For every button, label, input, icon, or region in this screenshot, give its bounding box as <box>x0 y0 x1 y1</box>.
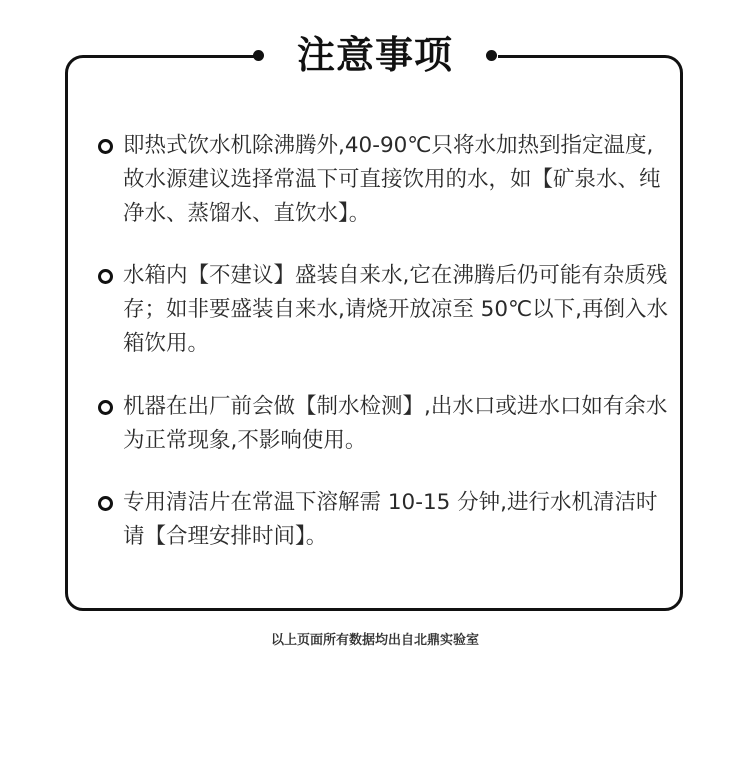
notice-item <box>98 486 668 554</box>
bullet-circle-icon <box>98 400 113 415</box>
page-title: 注意事项 <box>296 33 453 77</box>
notice-item-text: 机器在出厂前会做【制水检测】,出水口或进水口如有余水为正常现象,不影响使用。 <box>123 394 668 453</box>
title-right-dot-icon <box>486 50 497 61</box>
bullet-circle-icon <box>98 496 113 511</box>
notice-item-text: 水箱内【不建议】盛装自来水,它在沸腾后仍可能有杂质残存；如非要盛装自来水,请烧开放凉至 50℃以下,再倒入水箱饮用。 <box>123 263 669 356</box>
title-left-dot-icon <box>253 50 264 61</box>
footer-note: 以上页面所有数据均出自北鼎实验室 <box>270 633 479 648</box>
notice-item <box>98 259 668 361</box>
bullet-circle-icon <box>98 269 113 284</box>
notice-item-text: 专用清洁片在常温下溶解需 10-15 分钟,进行水机清洁时请【合理安排时间】。 <box>123 490 658 549</box>
notice-item-text: 即热式饮水机除沸腾外,40-90℃只将水加热到指定温度,故水源建议选择常温下可直接饮用的水，如【矿泉水、纯净水、蒸馏水、直饮水】。 <box>123 133 661 226</box>
notice-item <box>98 390 668 458</box>
notice-item <box>98 129 668 231</box>
bullet-circle-icon <box>98 139 113 154</box>
